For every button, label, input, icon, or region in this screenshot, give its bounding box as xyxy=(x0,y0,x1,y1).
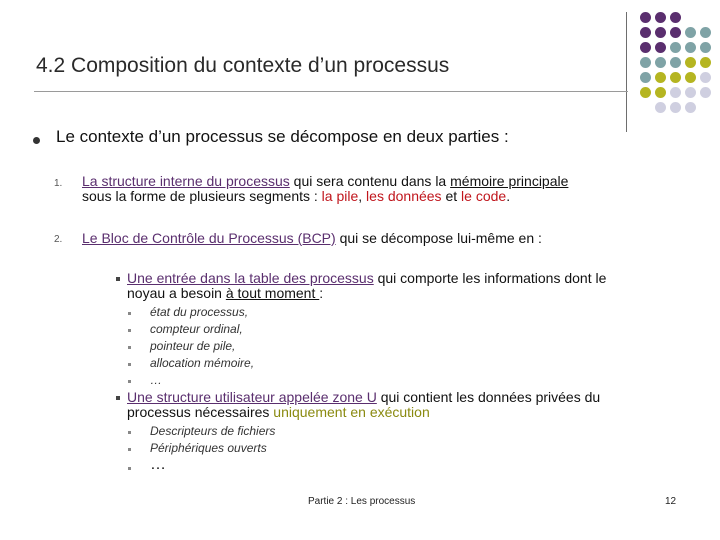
square-bullet-icon xyxy=(116,277,120,281)
sub2-desc: qui contient les données privées du xyxy=(376,389,601,405)
dot xyxy=(700,87,711,98)
sub1-anytime: à tout moment xyxy=(225,285,320,301)
dot xyxy=(700,27,711,38)
dot xyxy=(685,57,696,68)
item1-memory: mémoire principale xyxy=(450,173,569,189)
dot xyxy=(700,42,711,53)
dot xyxy=(685,72,696,83)
item2-text xyxy=(82,231,542,246)
square-bullet-icon xyxy=(116,396,120,400)
dot xyxy=(640,72,651,83)
segment-donnees: les données xyxy=(366,188,442,204)
small-square-bullet-icon xyxy=(128,448,131,451)
title-underline xyxy=(34,91,628,92)
sep: et xyxy=(441,188,462,204)
small-square-bullet-icon xyxy=(128,380,131,383)
small-square-bullet-icon xyxy=(128,312,131,315)
dot xyxy=(700,72,711,83)
item2-desc: qui se décompose lui-même en : xyxy=(335,230,542,246)
item2-heading: Le Bloc de Contrôle du Processus (BCP) xyxy=(82,230,336,246)
small-square-bullet-icon xyxy=(128,363,131,366)
end: . xyxy=(506,188,511,204)
sub2-text xyxy=(127,390,600,420)
dot xyxy=(655,57,666,68)
dot xyxy=(685,87,696,98)
small-square-bullet-icon xyxy=(128,346,131,349)
dot xyxy=(640,12,651,23)
item1-heading: La structure interne du processus xyxy=(82,173,290,189)
sep: , xyxy=(358,188,367,204)
vertical-divider xyxy=(626,12,627,132)
list-item: Périphériques ouverts xyxy=(150,441,267,455)
dot xyxy=(685,27,696,38)
sub1-desc: qui comporte les informations dont le xyxy=(373,270,607,286)
item1-text xyxy=(82,174,702,204)
sub2-execution: uniquement en exécution xyxy=(273,404,430,420)
dot xyxy=(655,102,666,113)
item2-number: 2. xyxy=(54,234,63,245)
dot xyxy=(670,57,681,68)
list-item: état du processus, xyxy=(150,305,249,319)
list-item: allocation mémoire, xyxy=(150,356,255,370)
dot xyxy=(670,87,681,98)
item1-number: 1. xyxy=(54,178,63,189)
segment-code: le code xyxy=(461,188,507,204)
sub1-text xyxy=(127,271,606,301)
small-square-bullet-icon xyxy=(128,431,131,434)
dot xyxy=(640,87,651,98)
dot xyxy=(655,72,666,83)
dot xyxy=(670,102,681,113)
list-item: pointeur de pile, xyxy=(150,339,236,353)
dot xyxy=(670,72,681,83)
dot xyxy=(655,27,666,38)
intro-text: Le contexte d’un processus se décompose en deux parties : xyxy=(56,127,509,146)
dot xyxy=(670,27,681,38)
footer-label: Partie 2 : Les processus xyxy=(308,496,416,507)
slide-title: 4.2 Composition du contexte d’un processus xyxy=(36,54,450,77)
dot xyxy=(685,102,696,113)
dot xyxy=(640,57,651,68)
list-item: Descripteurs de fichiers xyxy=(150,424,276,438)
dot xyxy=(640,42,651,53)
dot xyxy=(670,42,681,53)
dot xyxy=(700,57,711,68)
sub2-line2: processus nécessaires xyxy=(127,404,274,420)
dot xyxy=(685,42,696,53)
dot xyxy=(670,12,681,23)
list-item: compteur ordinal, xyxy=(150,322,243,336)
list-item-ellipsis: … xyxy=(150,456,166,473)
sub1-line2: noyau a besoin xyxy=(127,285,226,301)
sub1-colon: : xyxy=(319,285,324,301)
list-item: … xyxy=(150,373,162,387)
bullet-dot-icon xyxy=(33,137,40,144)
small-square-bullet-icon xyxy=(128,467,131,470)
item1-desc: qui sera contenu dans la xyxy=(289,173,451,189)
dot xyxy=(655,12,666,23)
small-square-bullet-icon xyxy=(128,329,131,332)
dot xyxy=(655,42,666,53)
segment-pile: la pile xyxy=(321,188,359,204)
sub1-heading: Une entrée dans la table des processus xyxy=(127,270,374,286)
dot xyxy=(640,27,651,38)
page-number: 12 xyxy=(665,496,677,507)
item1-line2: sous la forme de plusieurs segments : xyxy=(82,188,322,204)
dot xyxy=(655,87,666,98)
sub2-heading: Une structure utilisateur appelée zone U xyxy=(127,389,377,405)
